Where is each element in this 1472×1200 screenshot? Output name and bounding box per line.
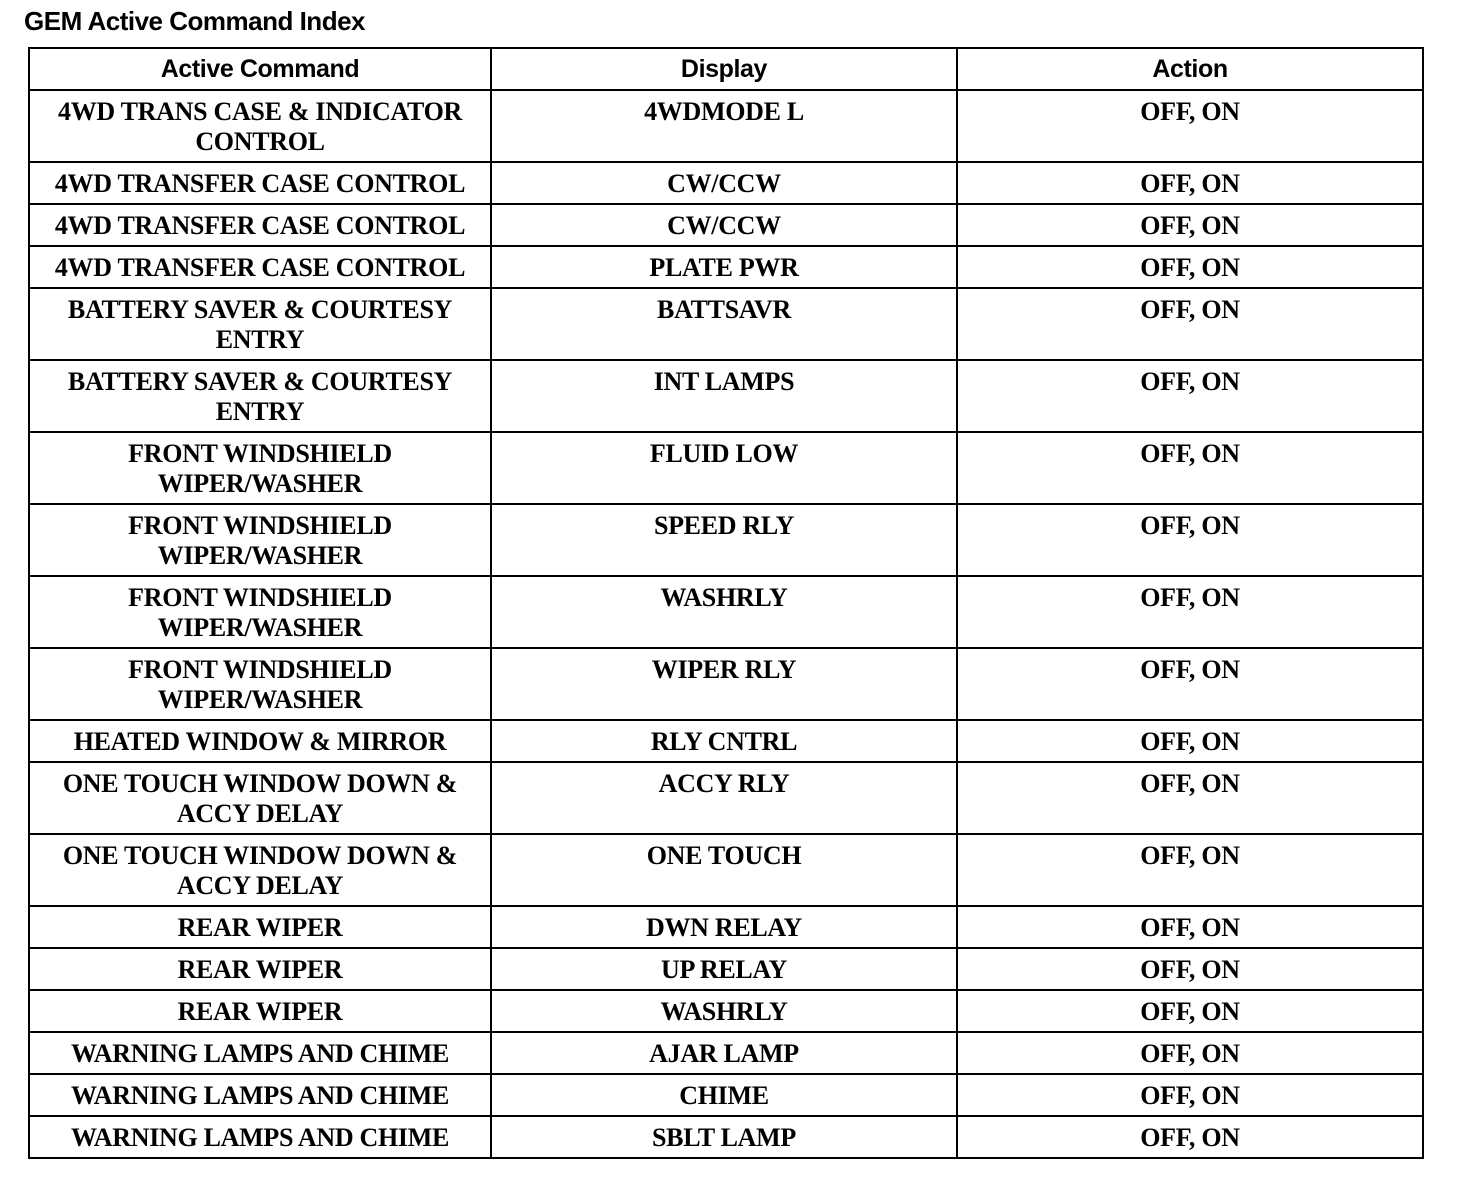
table-row bbox=[29, 432, 1423, 504]
cell-display: ONE TOUCH bbox=[491, 834, 957, 906]
cell-display: INT LAMPS bbox=[491, 360, 957, 432]
cell-action: OFF, ON bbox=[957, 948, 1423, 990]
table-row bbox=[29, 246, 1423, 288]
cell-display: AJAR LAMP bbox=[491, 1032, 957, 1074]
cell-display: PLATE PWR bbox=[491, 246, 957, 288]
cell-action: OFF, ON bbox=[957, 246, 1423, 288]
table-row bbox=[29, 576, 1423, 648]
cell-action: OFF, ON bbox=[957, 720, 1423, 762]
cell-active-command: REAR WIPER bbox=[29, 906, 491, 948]
cell-display: 4WDMODE L bbox=[491, 90, 957, 162]
cell-display: BATTSAVR bbox=[491, 288, 957, 360]
table-row bbox=[29, 504, 1423, 576]
cell-active-command: REAR WIPER bbox=[29, 990, 491, 1032]
cell-display: SBLT LAMP bbox=[491, 1116, 957, 1158]
cell-action: OFF, ON bbox=[957, 432, 1423, 504]
cell-active-command: 4WD TRANSFER CASE CONTROL bbox=[29, 204, 491, 246]
cell-action: OFF, ON bbox=[957, 1032, 1423, 1074]
cell-action: OFF, ON bbox=[957, 648, 1423, 720]
table-row bbox=[29, 834, 1423, 906]
cell-display: WIPER RLY bbox=[491, 648, 957, 720]
cell-active-command: ONE TOUCH WINDOW DOWN & ACCY DELAY bbox=[29, 834, 491, 906]
cell-action: OFF, ON bbox=[957, 204, 1423, 246]
page-title: GEM Active Command Index bbox=[24, 6, 365, 36]
cell-active-command: FRONT WINDSHIELD WIPER/WASHER bbox=[29, 432, 491, 504]
cell-action: OFF, ON bbox=[957, 162, 1423, 204]
cell-action: OFF, ON bbox=[957, 360, 1423, 432]
cell-display: RLY CNTRL bbox=[491, 720, 957, 762]
table-row bbox=[29, 204, 1423, 246]
cell-active-command: FRONT WINDSHIELD WIPER/WASHER bbox=[29, 648, 491, 720]
cell-active-command: 4WD TRANSFER CASE CONTROL bbox=[29, 246, 491, 288]
cell-action: OFF, ON bbox=[957, 1116, 1423, 1158]
cell-action: OFF, ON bbox=[957, 90, 1423, 162]
cell-display: DWN RELAY bbox=[491, 906, 957, 948]
cell-active-command: ONE TOUCH WINDOW DOWN & ACCY DELAY bbox=[29, 762, 491, 834]
cell-action: OFF, ON bbox=[957, 1074, 1423, 1116]
table-header-row bbox=[29, 48, 1423, 90]
cell-action: OFF, ON bbox=[957, 906, 1423, 948]
table-row bbox=[29, 906, 1423, 948]
cell-active-command: FRONT WINDSHIELD WIPER/WASHER bbox=[29, 576, 491, 648]
table-row bbox=[29, 90, 1423, 162]
cell-action: OFF, ON bbox=[957, 834, 1423, 906]
table-row bbox=[29, 990, 1423, 1032]
table-row bbox=[29, 1032, 1423, 1074]
table-row bbox=[29, 360, 1423, 432]
active-command-table bbox=[28, 47, 1424, 1159]
header-active-command: Active Command bbox=[29, 48, 491, 90]
cell-action: OFF, ON bbox=[957, 504, 1423, 576]
cell-display: ACCY RLY bbox=[491, 762, 957, 834]
cell-action: OFF, ON bbox=[957, 990, 1423, 1032]
cell-active-command: 4WD TRANS CASE & INDICATOR CONTROL bbox=[29, 90, 491, 162]
cell-display: WASHRLY bbox=[491, 576, 957, 648]
cell-active-command: BATTERY SAVER & COURTESY ENTRY bbox=[29, 288, 491, 360]
table-row bbox=[29, 720, 1423, 762]
cell-active-command: 4WD TRANSFER CASE CONTROL bbox=[29, 162, 491, 204]
cell-display: CHIME bbox=[491, 1074, 957, 1116]
cell-display: SPEED RLY bbox=[491, 504, 957, 576]
cell-display: UP RELAY bbox=[491, 948, 957, 990]
cell-display: FLUID LOW bbox=[491, 432, 957, 504]
table-row bbox=[29, 948, 1423, 990]
cell-action: OFF, ON bbox=[957, 288, 1423, 360]
cell-active-command: WARNING LAMPS AND CHIME bbox=[29, 1074, 491, 1116]
cell-active-command: REAR WIPER bbox=[29, 948, 491, 990]
table-row bbox=[29, 1116, 1423, 1158]
cell-active-command: WARNING LAMPS AND CHIME bbox=[29, 1032, 491, 1074]
table-row bbox=[29, 762, 1423, 834]
cell-active-command: WARNING LAMPS AND CHIME bbox=[29, 1116, 491, 1158]
cell-active-command: FRONT WINDSHIELD WIPER/WASHER bbox=[29, 504, 491, 576]
table-row bbox=[29, 162, 1423, 204]
cell-display: CW/CCW bbox=[491, 162, 957, 204]
header-display: Display bbox=[491, 48, 957, 90]
table-row bbox=[29, 1074, 1423, 1116]
cell-display: WASHRLY bbox=[491, 990, 957, 1032]
cell-display: CW/CCW bbox=[491, 204, 957, 246]
table-row bbox=[29, 288, 1423, 360]
cell-active-command: BATTERY SAVER & COURTESY ENTRY bbox=[29, 360, 491, 432]
cell-action: OFF, ON bbox=[957, 762, 1423, 834]
cell-action: OFF, ON bbox=[957, 576, 1423, 648]
header-action: Action bbox=[957, 48, 1423, 90]
table-row bbox=[29, 648, 1423, 720]
cell-active-command: HEATED WINDOW & MIRROR bbox=[29, 720, 491, 762]
